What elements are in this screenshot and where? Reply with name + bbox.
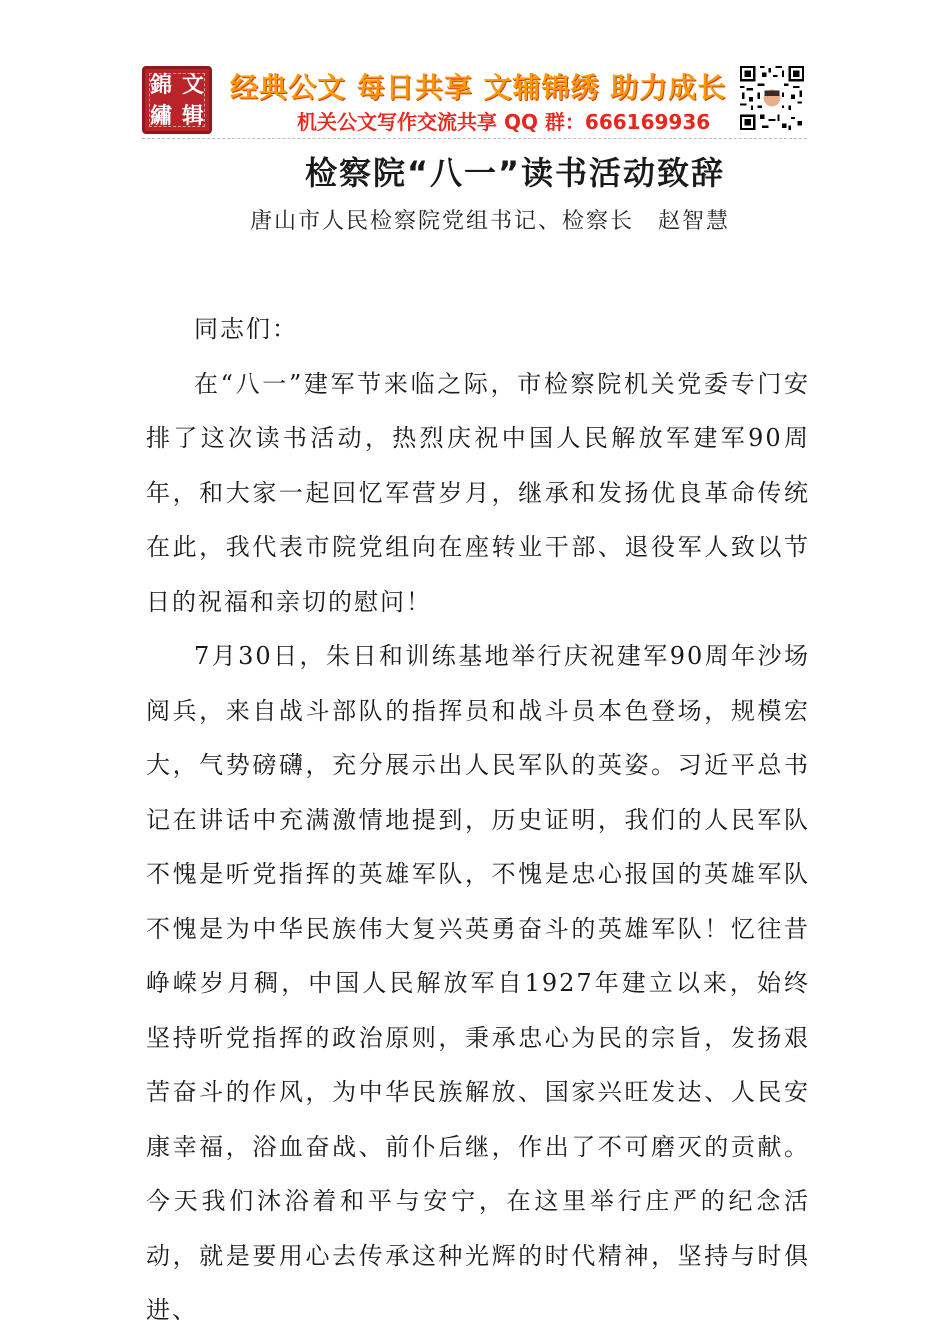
- document-title: 检察院“八一”读书活动致辞: [304, 154, 726, 192]
- header-slogan: 经典公文 每日共享 文辅锦绣 助力成长: [230, 71, 727, 104]
- salutation: 同志们：: [194, 315, 298, 343]
- logo-char: 文: [181, 71, 204, 98]
- logo-char: 辑: [181, 102, 204, 129]
- document-subtitle: 唐山市人民检察院党组书记、检察长 赵智慧: [250, 209, 731, 234]
- document-body: [146, 302, 810, 1338]
- logo-char: 繡: [149, 102, 172, 129]
- page-header: [0, 0, 950, 140]
- logo-char: 錦: [149, 71, 172, 98]
- header-divider: [142, 138, 807, 139]
- logo: [142, 66, 212, 134]
- qr-code-icon: [740, 66, 804, 130]
- body-paragraph: 在“八一”建军节来临之际，市检察院机关党委专门安排了这次读书活动，热烈庆祝中国人民解放军建军90周年，和大家一起回忆军营岁月，继承和发扬优良革命传统在此，我代表市院党组向在座转业干部、退役军人致以节日的祝福和亲切的慰问！: [146, 369, 810, 616]
- qq-group-line: 机关公文写作交流共享 QQ 群：666169936: [297, 110, 711, 134]
- body-paragraph: 7月30日，朱日和训练基地举行庆祝建军90周年沙场阅兵，来自战斗部队的指挥员和战斗员本色登场，规模宏大，气势磅礴，充分展示出人民军队的英姿。习近平总书记在讲话中充满激情地提到，历史证明，我们的人民军队不愧是听党指挥的英雄军队，不愧是忠心报国的英雄军队不愧是为中华民族伟大复兴英勇奋斗的英雄军队！忆往昔峥嵘岁月稠，中国人民解放军自1927年建立以来，始终坚持听党指挥的政治原则，秉承忠心为民的宗旨，发扬艰苦奋斗的作风，为中华民族解放、国家兴旺发达、人民安康幸福，浴血奋战、前仆后继，作出了不可磨灭的贡献。今天我们沐浴着和平与安宁，在这里举行庄严的纪念活动，就是要用心去传承这种光辉的时代精神，坚持与时俱进、: [146, 642, 810, 1324]
